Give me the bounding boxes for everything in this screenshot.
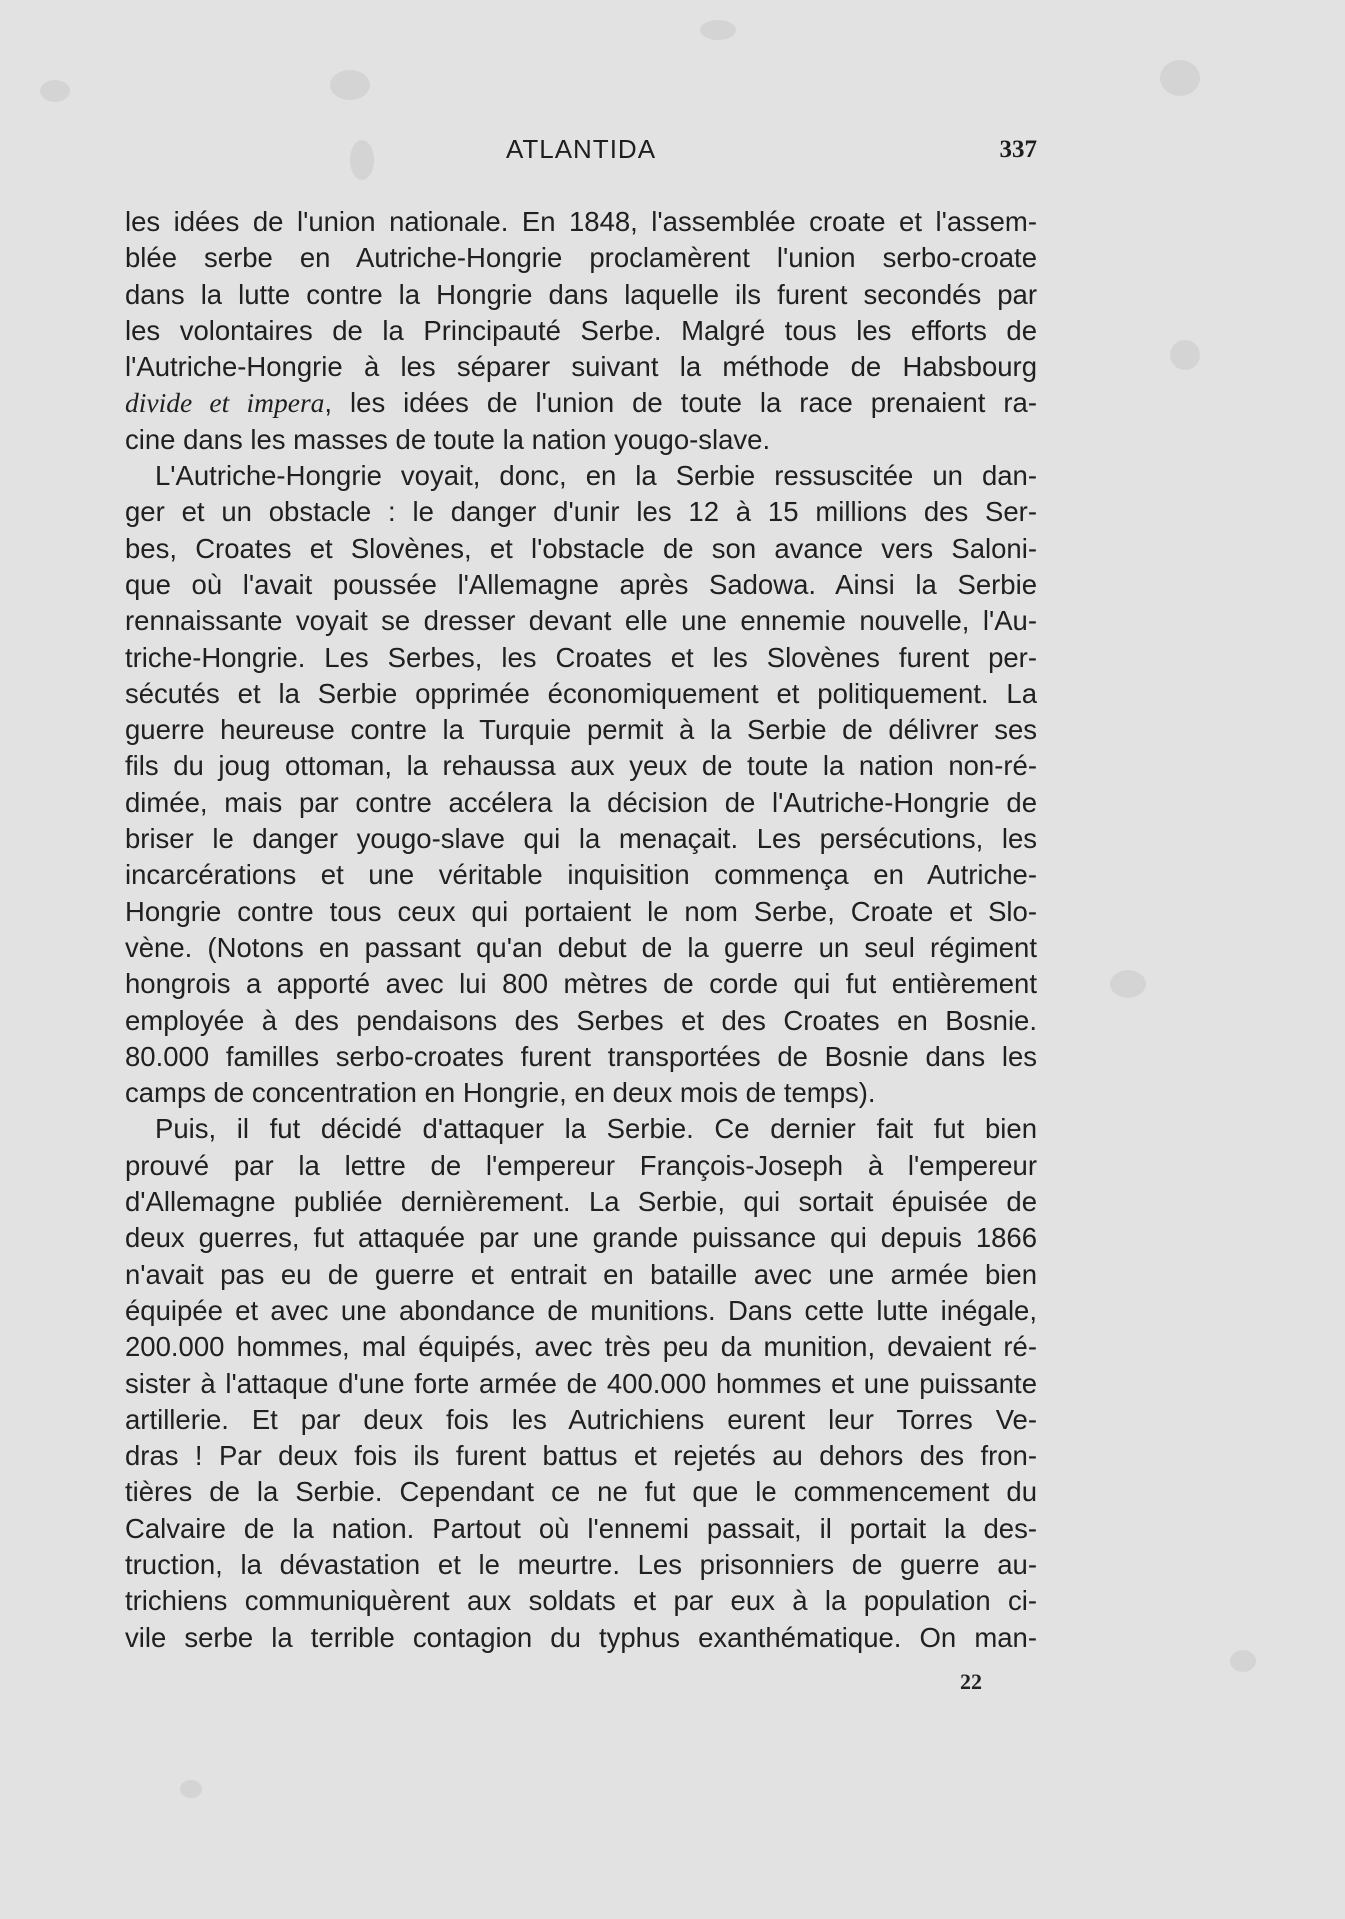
- text-line: Calvaire de la nation. Partout où l'ennemi passait, il portait la des-: [125, 1512, 1037, 1544]
- text-line-rest: , les idées de l'union de toute la race prenaient ra-: [324, 387, 1038, 419]
- text-line: prouvé par la lettre de l'empereur François-Joseph à l'empereur: [125, 1149, 1037, 1181]
- text-line: ger et un obstacle : le danger d'unir les 12 à 15 millions des Ser-: [125, 496, 1037, 528]
- text-line: briser le danger yougo-slave qui la menaçait. Les persécutions, les: [125, 823, 1037, 855]
- text-line: 80.000 familles serbo-croates furent transportées de Bosnie dans les: [125, 1040, 1037, 1072]
- text-line: dans la lutte contre la Hongrie dans laquelle ils furent secondés par: [125, 278, 1037, 310]
- paragraph-start: L'Autriche-Hongrie voyait, donc, en la Serbie ressuscitée un dan-: [155, 460, 1037, 492]
- text-line: sécutés et la Serbie opprimée économiquement et politiquement. La: [125, 677, 1037, 709]
- text-line: les idées de l'union nationale. En 1848, l'assemblée croate et l'assem-: [125, 206, 1037, 237]
- paragraph-start: Puis, il fut décidé d'attaquer la Serbie. Ce dernier fait fut bien: [155, 1113, 1037, 1145]
- text-line: équipée et avec une abondance de munitions. Dans cette lutte inégale,: [125, 1294, 1037, 1326]
- page-number: 337: [999, 136, 1037, 163]
- text-line: vile serbe la terrible contagion du typhus exanthématique. On man-: [125, 1621, 1037, 1653]
- body-text: [125, 204, 1037, 1656]
- text-line: trichiens communiquèrent aux soldats et par eux à la population ci-: [125, 1585, 1037, 1617]
- text-line: cine dans les masses de toute la nation yougo-slave.: [125, 423, 771, 455]
- text-line: n'avait pas eu de guerre et entrait en bataille avec une armée bien: [125, 1258, 1037, 1290]
- page-header: [125, 134, 1037, 174]
- text-line: triche-Hongrie. Les Serbes, les Croates et les Slovènes furent per-: [125, 641, 1037, 673]
- text-line: sister à l'attaque d'une forte armée de 400.000 hommes et une puissante: [125, 1367, 1037, 1399]
- text-line-italic: [125, 385, 1037, 421]
- text-line: que où l'avait poussée l'Allemagne après Sadowa. Ainsi la Serbie: [125, 568, 1037, 600]
- text-line: dras ! Par deux fois ils furent battus et rejetés au dehors des fron-: [125, 1440, 1037, 1472]
- text-line: les volontaires de la Principauté Serbe. Malgré tous les efforts de: [125, 314, 1037, 346]
- text-line: hongrois a apporté avec lui 800 mètres de corde qui fut entièrement: [125, 968, 1037, 1000]
- text-line: incarcérations et une véritable inquisition commença en Autriche-: [125, 859, 1037, 891]
- text-line: guerre heureuse contre la Turquie permit à la Serbie de délivrer ses: [125, 714, 1037, 746]
- italic-phrase: divide et impera: [125, 387, 325, 419]
- text-line: truction, la dévastation et le meurtre. Les prisonniers de guerre au-: [125, 1548, 1037, 1580]
- text-line: artillerie. Et par deux fois les Autrichiens eurent leur Torres Ve-: [125, 1403, 1037, 1435]
- text-line: d'Allemagne publiée dernièrement. La Serbie, qui sortait épuisée de: [125, 1186, 1037, 1218]
- text-line: bes, Croates et Slovènes, et l'obstacle de son avance vers Saloni-: [125, 532, 1037, 564]
- signature-mark: 22: [960, 1669, 982, 1694]
- text-line: vène. (Notons en passant qu'an debut de la guerre un seul régiment: [125, 931, 1037, 963]
- text-line: camps de concentration en Hongrie, en deux mois de temps).: [125, 1077, 876, 1109]
- text-line: deux guerres, fut attaquée par une grande puissance qui depuis 1866: [125, 1222, 1037, 1254]
- text-line: dimée, mais par contre accélera la décision de l'Autriche-Hongrie de: [125, 786, 1037, 818]
- text-line: employée à des pendaisons des Serbes et des Croates en Bosnie.: [125, 1004, 1037, 1036]
- running-title: ATLANTIDA: [505, 134, 657, 164]
- text-line: tières de la Serbie. Cependant ce ne fut que le commencement du: [125, 1476, 1037, 1508]
- text-line: fils du joug ottoman, la rehaussa aux yeux de toute la nation non-ré-: [125, 750, 1037, 782]
- text-line: l'Autriche-Hongrie à les séparer suivant la méthode de Habsbourg: [125, 351, 1037, 383]
- text-line: Hongrie contre tous ceux qui portaient le nom Serbe, Croate et Slo-: [125, 895, 1037, 927]
- text-line: 200.000 hommes, mal équipés, avec très peu da munition, devaient ré-: [125, 1331, 1037, 1363]
- text-line: rennaissante voyait se dresser devant elle une ennemie nouvelle, l'Au-: [125, 605, 1037, 637]
- text-line: blée serbe en Autriche-Hongrie proclamèrent l'union serbo-croate: [125, 242, 1037, 274]
